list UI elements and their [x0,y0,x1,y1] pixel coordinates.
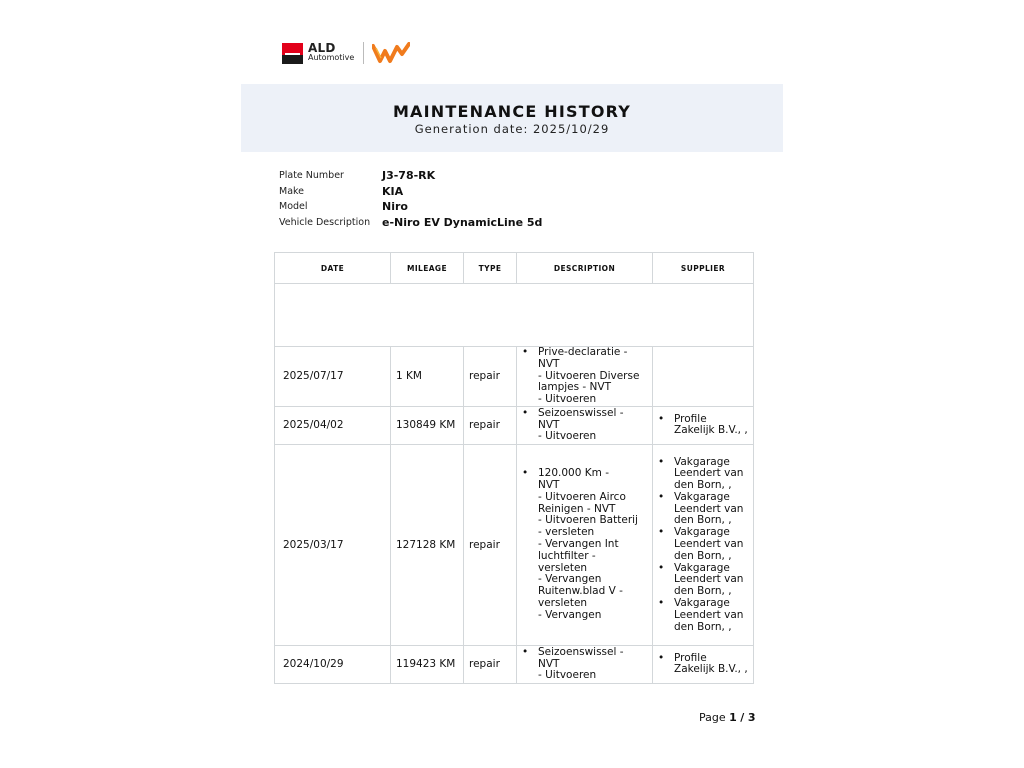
vehicle-description-label: Vehicle Description [279,216,371,228]
table-header-row [275,253,754,284]
column-header-date: DATE [275,253,391,284]
make-label: Make [279,185,305,197]
logo-divider [363,42,364,64]
table-row [275,347,754,407]
mileage-cell: 119423 KM [391,645,464,683]
table-row [275,444,754,645]
logo-wordmark [308,43,354,63]
description-list [517,347,652,406]
description-list [517,408,652,443]
mileage-cell: 130849 KM [391,406,464,444]
column-header-mileage: MILEAGE [391,253,464,284]
ald-logo-mark-icon [282,43,303,64]
page-prefix: Page [699,711,726,724]
supplier-cell [653,347,754,407]
supplier-list-item: • Vakgarage Leendert van den Born, , [653,492,749,527]
current-page: 1 [729,711,737,724]
description-list-item: • Seizoenswissel - NVT - Uitvoeren [517,408,648,443]
supplier-list-item: • Vakgarage Leendert van den Born, , [653,457,749,492]
supplier-list-item: • Vakgarage Leendert van den Born, , [653,598,749,633]
empty-cell [275,284,754,347]
vehicle-description-value: e-Niro EV DynamicLine 5d [382,215,543,229]
supplier-list-item: • Profile Zakelijk B.V., , [653,414,749,438]
type-cell: repair [464,406,517,444]
partner-w-logo-icon [372,42,410,64]
logo-sub: Automotive [308,53,355,62]
model-label: Model [279,201,308,213]
make-value: KIA [382,184,404,198]
vehicle-info-row [279,215,542,231]
description-cell [517,347,653,407]
column-header-supplier: SUPPLIER [653,253,754,284]
supplier-cell [653,444,754,645]
date-cell: 2024/10/29 [275,645,391,683]
generation-date: Generation date: 2025/10/29 [414,122,610,136]
page-title: MAINTENANCE HISTORY [392,102,632,121]
supplier-list-item: • Vakgarage Leendert van den Born, , [653,563,749,598]
supplier-list [653,457,753,634]
date-cell: 2025/03/17 [275,444,391,645]
date-cell: 2025/04/02 [275,406,391,444]
type-cell: repair [464,444,517,645]
supplier-list-item: • Profile Zakelijk B.V., , [653,653,749,677]
column-header-description: DESCRIPTION [517,253,653,284]
type-cell: repair [464,645,517,683]
maintenance-table [274,252,754,684]
date-cell: 2025/07/17 [275,347,391,407]
supplier-cell [653,645,754,683]
plate-number-value: J3-78-RK [382,169,436,183]
description-cell [517,406,653,444]
description-list [517,468,652,621]
mileage-cell: 127128 KM [391,444,464,645]
vehicle-info [279,168,542,230]
table-spacer-row [275,284,754,347]
description-list-item: • Prive-declaratie - NVT - Uitvoeren Diverse lampjes - NVT - Uitvoeren [517,347,648,406]
supplier-cell [653,406,754,444]
supplier-list [653,653,753,677]
plate-number-label: Plate Number [279,170,344,182]
supplier-list [653,414,753,438]
description-list-item: • 120.000 Km - NVT - Uitvoeren Airco Reinigen - NVT - Uitvoeren Batterij - versleten - Vervangen Int luchtfilter - versleten - Vervangen Ruitenw.blad V - versleten - Vervangen [517,468,648,621]
table-row [275,406,754,444]
column-header-type: TYPE [464,253,517,284]
mileage-cell: 1 KM [391,347,464,407]
page-separator: / [740,711,745,724]
vehicle-info-row [279,199,542,215]
description-list [517,647,652,682]
logo-brand: ALD [308,41,336,55]
report-header [241,84,783,152]
type-cell: repair [464,347,517,407]
total-pages: 3 [747,711,756,724]
vehicle-info-row [279,168,542,184]
supplier-list-item: • Vakgarage Leendert van den Born, , [653,527,749,562]
model-value: Niro [382,200,408,214]
description-cell [517,444,653,645]
vehicle-info-row [279,184,542,200]
page-indicator [699,711,755,724]
company-logo [282,40,410,66]
table-row [275,645,754,683]
description-list-item: • Seizoenswissel - NVT - Uitvoeren [517,647,648,682]
description-cell [517,645,653,683]
